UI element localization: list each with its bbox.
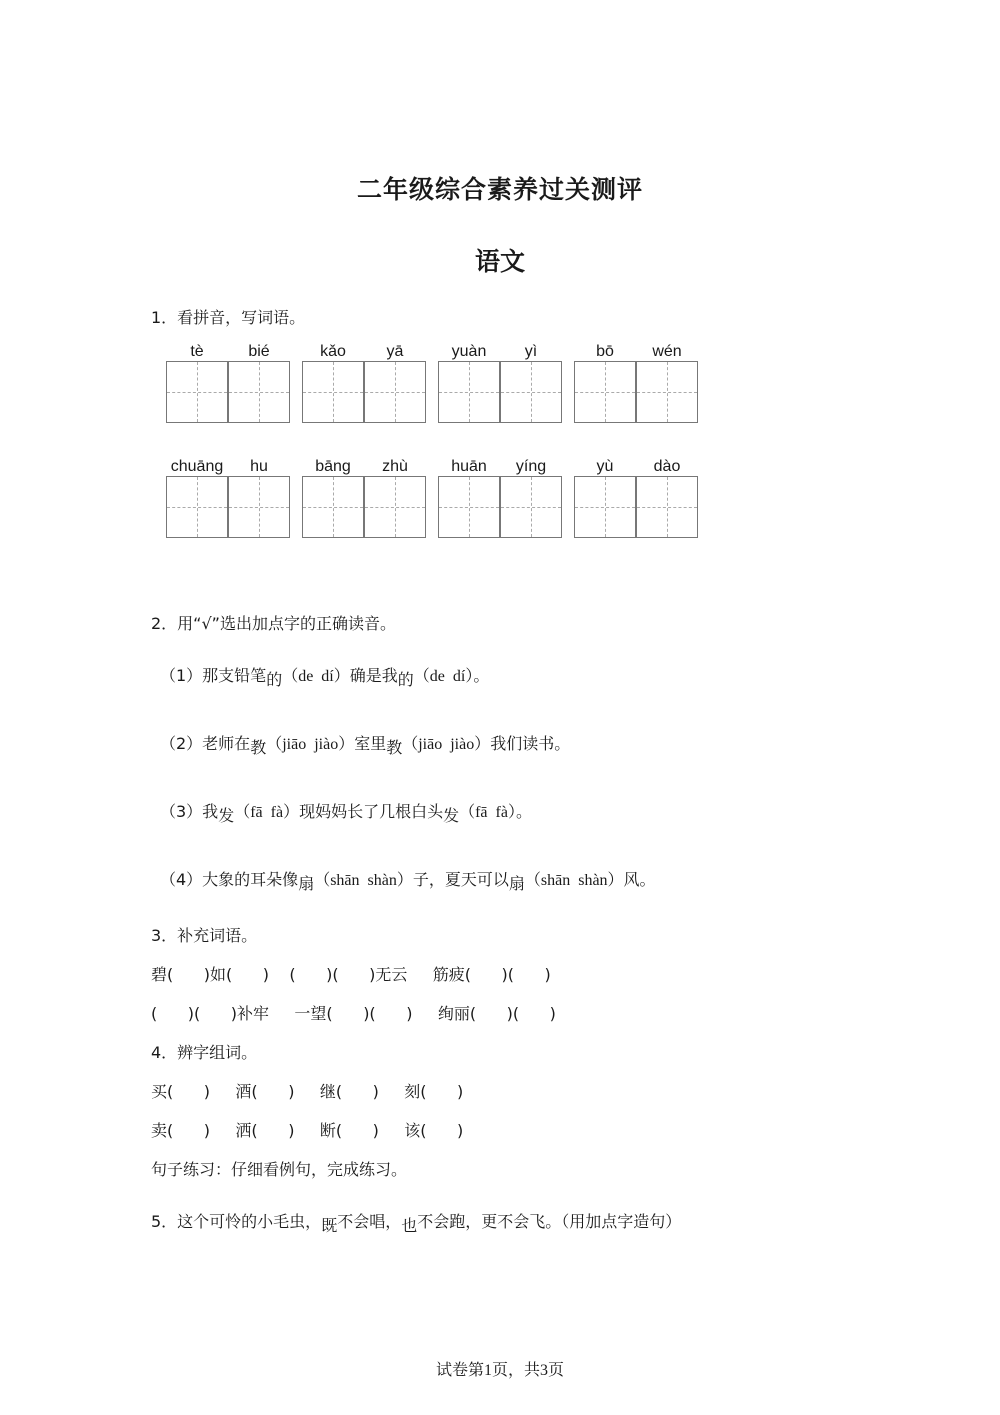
pinyin-label: bāng: [315, 458, 351, 475]
pinyin-group: [574, 343, 698, 423]
writing-box[interactable]: [364, 476, 426, 538]
q2-item: [160, 663, 490, 689]
reading-options[interactable]: （shān shàn）风。: [524, 872, 656, 889]
section-heading: 句子练习：仔细看例句，完成练习。: [151, 1160, 408, 1179]
q4-fill-line[interactable]: 卖( ) 洒( ) 断( ) 该( ): [151, 1121, 464, 1140]
pinyin-label: yù: [596, 458, 614, 475]
q2-item: [160, 731, 571, 757]
writing-box[interactable]: [302, 361, 364, 423]
q3-fill-line[interactable]: ( )( )补牢 一望( )( ) 绚丽( )( ): [151, 1004, 556, 1023]
subject-title: 语文: [474, 247, 525, 276]
writing-box[interactable]: [500, 361, 562, 423]
exam-title: 二年级综合素养过关测评: [356, 175, 643, 204]
dotted-char: 也: [401, 1216, 418, 1235]
reading-options[interactable]: （de dí）确是我: [282, 668, 398, 685]
page-footer: 试卷第1页，共3页: [435, 1362, 564, 1379]
pinyin-label: dào: [653, 458, 681, 475]
dotted-char: 发: [218, 806, 235, 825]
q5-text: 5．这个可怜的小毛虫，: [151, 1212, 322, 1231]
q2-text: （1）那支铅笔: [160, 666, 267, 685]
pinyin-label: bié: [248, 343, 270, 360]
pinyin-group: [302, 458, 426, 538]
writing-box[interactable]: [166, 361, 228, 423]
q5-text: 不会跑，更不会飞。（用加点字造句）: [417, 1212, 682, 1231]
dotted-char: 扇: [298, 874, 315, 893]
writing-box[interactable]: [228, 361, 290, 423]
pinyin-label: huān: [451, 458, 487, 475]
reading-options[interactable]: （de dí）。: [413, 668, 490, 685]
dotted-char: 的: [266, 670, 283, 689]
pinyin-label: chuāng: [170, 458, 224, 475]
writing-box[interactable]: [574, 361, 636, 423]
dotted-char: 的: [397, 670, 414, 689]
reading-options[interactable]: （fā fà）现妈妈长了几根白头: [234, 804, 444, 821]
pinyin-label: tè: [190, 343, 204, 360]
pinyin-row-2: [166, 458, 706, 538]
q5-text: 不会唱，: [337, 1212, 402, 1231]
reading-options[interactable]: （fā fà）。: [459, 804, 532, 821]
q4-prompt: 4．辨字组词。: [151, 1043, 258, 1062]
writing-box[interactable]: [500, 476, 562, 538]
pinyin-group: [574, 458, 698, 538]
dotted-char: 教: [386, 738, 403, 757]
pinyin-label: wén: [652, 343, 682, 360]
dotted-char: 既: [321, 1216, 338, 1235]
dotted-char: 发: [443, 806, 460, 825]
q3-prompt: 3．补充词语。: [151, 926, 258, 945]
q2-text: （2）老师在: [160, 734, 251, 753]
writing-box[interactable]: [636, 361, 698, 423]
pinyin-row-1: [166, 343, 706, 423]
q2-item: [160, 867, 656, 893]
q1-prompt: 1．看拼音，写词语。: [151, 308, 306, 327]
pinyin-group: [438, 343, 562, 423]
writing-box[interactable]: [364, 361, 426, 423]
pinyin-label: kǎo: [320, 343, 346, 360]
pinyin-label: zhù: [382, 458, 408, 475]
reading-options[interactable]: （jiāo jiào）我们读书。: [402, 736, 571, 753]
q4-fill-line[interactable]: 买( ) 酒( ) 继( ) 刻( ): [151, 1082, 464, 1101]
pinyin-label: hu: [250, 458, 268, 475]
q2-prompt: 2．用“√”选出加点字的正确读音。: [151, 614, 396, 633]
writing-box[interactable]: [636, 476, 698, 538]
writing-box[interactable]: [166, 476, 228, 538]
writing-box[interactable]: [574, 476, 636, 538]
reading-options[interactable]: （jiāo jiào）室里: [266, 736, 387, 753]
writing-box[interactable]: [302, 476, 364, 538]
pinyin-group: [166, 343, 290, 423]
dotted-char: 教: [250, 738, 267, 757]
q5-prompt: [151, 1209, 682, 1235]
q3-fill-line[interactable]: 碧( )如( ) ( )( )无云 筋疲( )( ): [151, 965, 551, 984]
q2-item: [160, 799, 532, 825]
dotted-char: 扇: [508, 874, 525, 893]
q2-text: （3）我: [160, 802, 219, 821]
writing-box[interactable]: [228, 476, 290, 538]
pinyin-label: yì: [524, 343, 538, 360]
reading-options[interactable]: （shān shàn）子，夏天可以: [314, 872, 509, 889]
pinyin-group: [438, 458, 562, 538]
pinyin-label: bō: [596, 343, 614, 360]
writing-box[interactable]: [438, 476, 500, 538]
pinyin-label: yuàn: [451, 343, 487, 360]
pinyin-group: [302, 343, 426, 423]
writing-box[interactable]: [438, 361, 500, 423]
pinyin-group: [166, 458, 290, 538]
q2-text: （4）大象的耳朵像: [160, 870, 299, 889]
pinyin-label: yā: [386, 343, 404, 360]
pinyin-label: yíng: [515, 458, 547, 475]
